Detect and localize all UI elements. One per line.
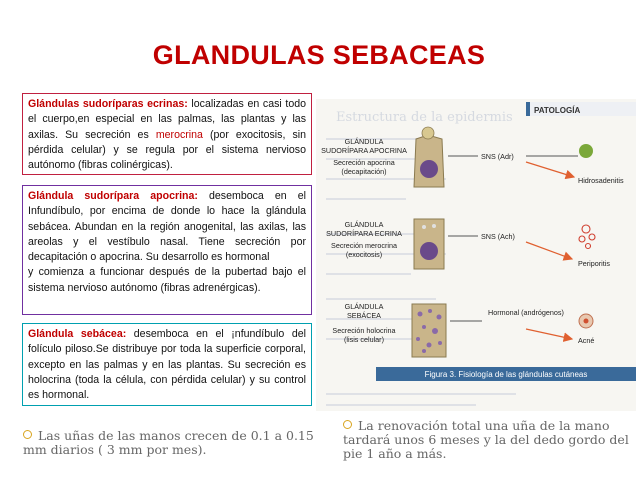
ghost-heading: Estructura de la epidermis: [336, 110, 513, 125]
sebaceous-control: Hormonal (andrógenos): [488, 308, 564, 317]
apocrine-bud: [422, 127, 434, 139]
apocrine-pathology-icon: [579, 144, 593, 158]
sebaceous-secretion-1: Secreción holocrina: [332, 326, 396, 335]
sebaceous-pathology: Acné: [578, 336, 595, 345]
ecrine-secretion-1: Secreción merocrina: [331, 241, 397, 250]
ecrine-vesicle: [432, 224, 436, 228]
merocrina-highlight: merocrina: [155, 128, 203, 141]
ecrine-gland-text-b: (por exocitosis, sin pérdida celular) y se regula por el sistema nervioso autónomo (fibras colinérgicas).: [28, 128, 307, 172]
ecrine-gland-label-1: GLÁNDULA: [344, 220, 384, 229]
apocrine-gland-text2: y comienza a funcionar después de la pubertad bajo el sistema nervioso autónomo (fibras adrenérgicas).: [28, 266, 306, 294]
ecrine-control: SNS (Ach): [481, 232, 515, 241]
ecrine-gland-label-2: SUDORÍPARA ECRINA: [326, 229, 402, 238]
apocrine-secretion-2: (decapitación): [341, 167, 387, 176]
apocrine-secretion-1: Secreción apocrina: [333, 158, 395, 167]
sebaceous-gland-textbox: [22, 323, 312, 406]
apocrine-gland-heading: Glándula sudorípara apocrina:: [28, 190, 198, 202]
ecrine-gland-text-a: localizadas en casi todo el cuerpo,en especial en las palmas, las plantas y las axilas. Su secreción es: [28, 98, 306, 141]
ecrine-gland-textbox: [22, 93, 312, 175]
ecrine-vesicle: [422, 225, 426, 229]
ecrine-pathology: Periporitis: [578, 259, 610, 268]
nail-growth-bullet: [23, 429, 323, 457]
sebaceous-secretion-2: (lisis celular): [344, 335, 384, 344]
gland-physiology-figure: [316, 99, 636, 411]
acne-core: [584, 319, 589, 324]
apocrine-gland-label-2: SUDORÍPARA APOCRINA: [321, 146, 407, 155]
ecrine-gland-heading: Glándulas sudoríparas ecrinas:: [28, 98, 188, 110]
page-title: GLANDULAS SEBACEAS: [152, 40, 486, 70]
figure-header-accent: [526, 102, 530, 116]
apocrine-gland-text: desemboca en el Infundíbulo, por encima de donde lo hace la glándula sebácea. Abundan en la región anogenital, las axilas, las areolas y el vestíbulo nasal. Tiene secreción por decapitación o apocrina. Su desarrollo es hormonal: [28, 190, 306, 264]
sebaceous-gland-text: desemboca en el ¡nfundíbulo del folículo piloso.Se distribuye por toda la superficie corporal, excepto en las palmas y en las plantas. Su secreción es holocrina (toda la célula, con pérdida celular) y su control es hormonal.: [28, 328, 306, 402]
apocrine-gland-label-1: GLÁNDULA: [344, 137, 384, 146]
ecrine-nucleus: [420, 242, 438, 260]
ecrine-secretion-2: (exocitosis): [345, 250, 383, 259]
apocrine-control: SNS (Adr): [481, 152, 514, 161]
bullet-circle-icon: [343, 420, 352, 429]
nail-renewal-bullet: [343, 419, 633, 461]
gland-figure-svg: [316, 99, 636, 411]
apocrine-gland-textbox: [22, 185, 312, 315]
nail-renewal-text: La renovación total una uña de la mano tardará unos 6 meses y la del dedo gordo del pie 1 año a más.: [343, 418, 629, 461]
sebaceous-gland-label-1: GLÁNDULA: [344, 302, 384, 311]
nail-growth-text: Las uñas de las manos crecen de 0.1 a 0.15 mm diarios ( 3 mm por mes).: [23, 428, 314, 457]
figure-caption: Figura 3. Fisiología de las glándulas cutáneas: [424, 370, 588, 379]
apocrine-pathology: Hidrosadenitis: [578, 176, 624, 185]
bullet-circle-icon: [23, 430, 32, 439]
apocrine-nucleus: [420, 160, 438, 178]
sebaceous-gland-heading: Glándula sebácea:: [28, 328, 127, 340]
sebaceous-gland-label-2: SEBÁCEA: [347, 311, 381, 320]
pathology-header: PATOLOGÍA: [534, 106, 581, 115]
